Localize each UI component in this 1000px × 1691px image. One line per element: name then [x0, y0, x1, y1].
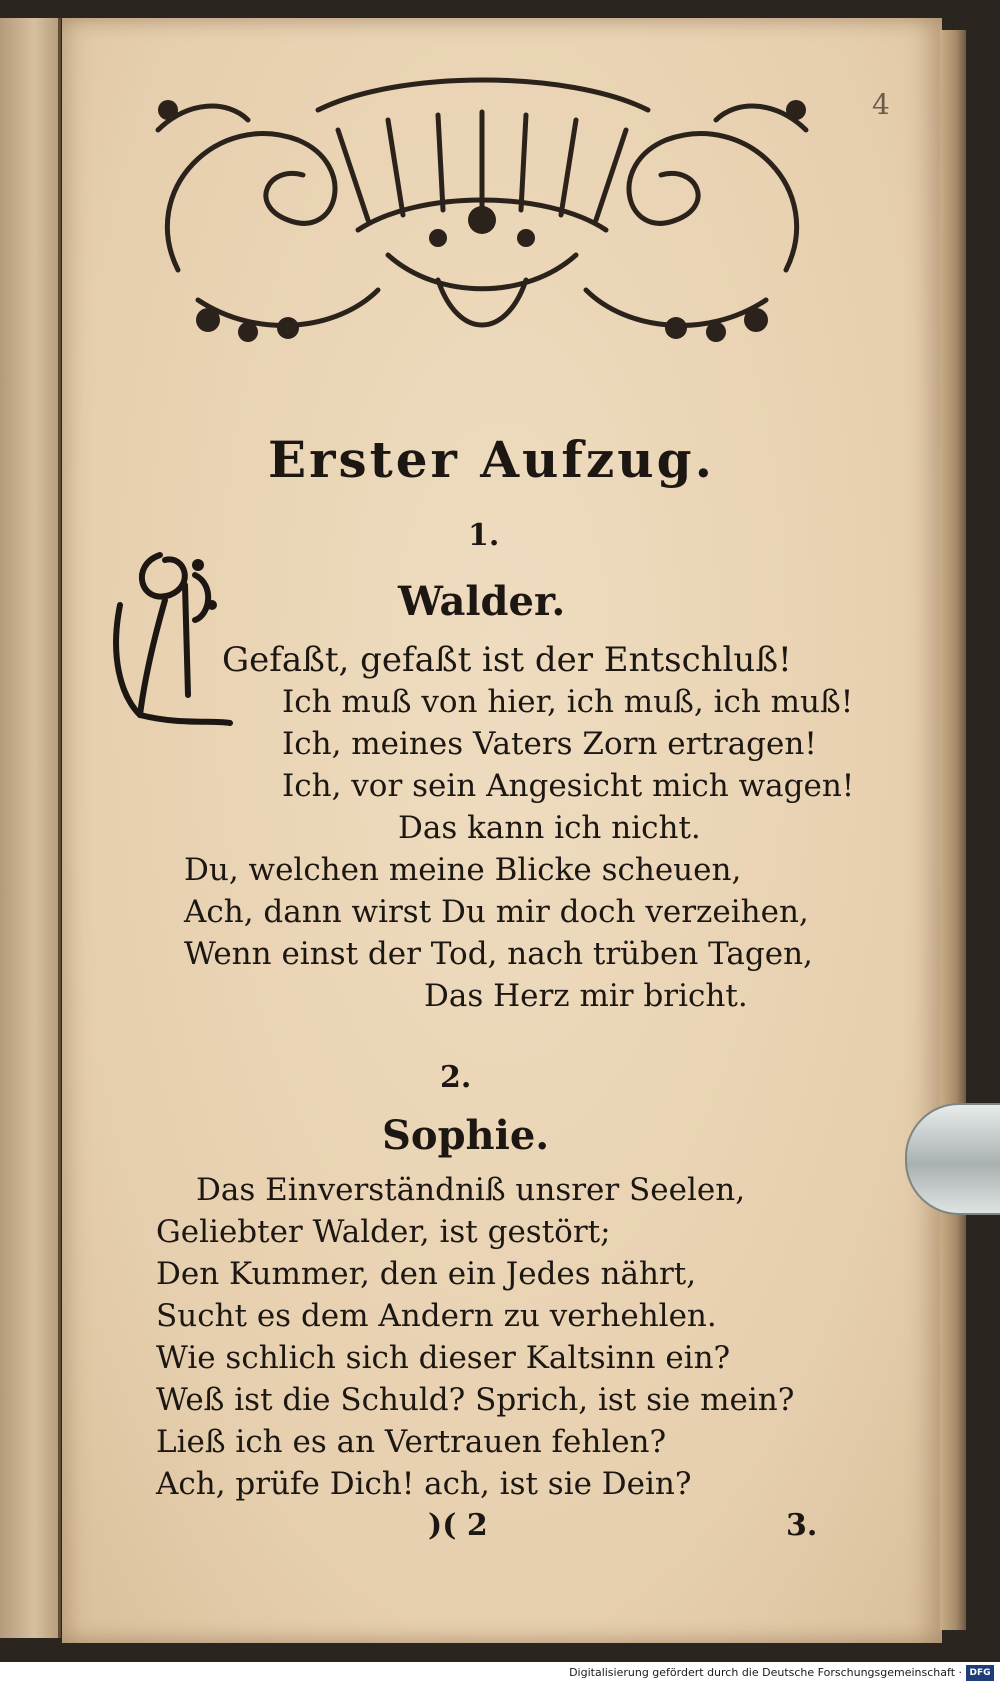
page-stack-edge — [940, 30, 966, 1630]
verse-line: Gefaßt, gefaßt ist der Entschluß! — [222, 640, 792, 680]
verse-line: Ach, dann wirst Du mir doch verzeihen, — [184, 894, 809, 930]
scene-number: 2. — [440, 1060, 472, 1095]
speaker-name: Walder. — [398, 578, 566, 625]
verse-line: Das kann ich nicht. — [398, 810, 701, 846]
verse-line: Wenn einst der Tod, nach trüben Tagen, — [184, 936, 813, 972]
verse-line: Den Kummer, den ein Jedes nährt, — [156, 1256, 697, 1292]
verse-line: Das Einverständniß unsrer Seelen, — [196, 1172, 746, 1208]
verse-line: Ich, vor sein Angesicht mich wagen! — [282, 768, 855, 804]
page-title: Erster Aufzug. — [268, 430, 716, 489]
speaker-name: Sophie. — [382, 1112, 550, 1159]
verse-line: Du, welchen meine Blicke scheuen, — [184, 852, 742, 888]
verse-line: Sucht es dem Andern zu verhehlen. — [156, 1298, 717, 1334]
signature-mark: )( 2 — [428, 1508, 488, 1543]
facing-page-edge — [0, 18, 61, 1638]
ornamental-initial-icon — [100, 545, 240, 735]
verse-line: Ließ ich es an Vertrauen fehlen? — [156, 1424, 667, 1460]
verse-line: Geliebter Walder, ist gestört; — [156, 1214, 611, 1250]
verse-line: Ach, prüfe Dich! ach, ist sie Dein? — [156, 1466, 692, 1502]
verse-line: Das Herz mir bricht. — [424, 978, 748, 1014]
page-clip-icon — [905, 1103, 1000, 1215]
page-number: 4 — [872, 88, 890, 121]
verse-line: Ich, meines Vaters Zorn ertragen! — [282, 726, 817, 762]
verse-line: Weß ist die Schuld? Sprich, ist sie mein? — [156, 1382, 795, 1418]
footer-credit: Digitalisierung gefördert durch die Deutsche Forschungsgemeinschaft · — [569, 1666, 962, 1679]
catchword: 3. — [786, 1508, 818, 1543]
verse-line: Wie schlich sich dieser Kaltsinn ein? — [156, 1340, 731, 1376]
verse-line: Ich muß von hier, ich muß, ich muß! — [282, 684, 854, 720]
dfg-logo-icon: DFG — [966, 1665, 994, 1681]
rococo-ornament-icon — [138, 70, 826, 360]
scene-number: 1. — [468, 518, 500, 553]
